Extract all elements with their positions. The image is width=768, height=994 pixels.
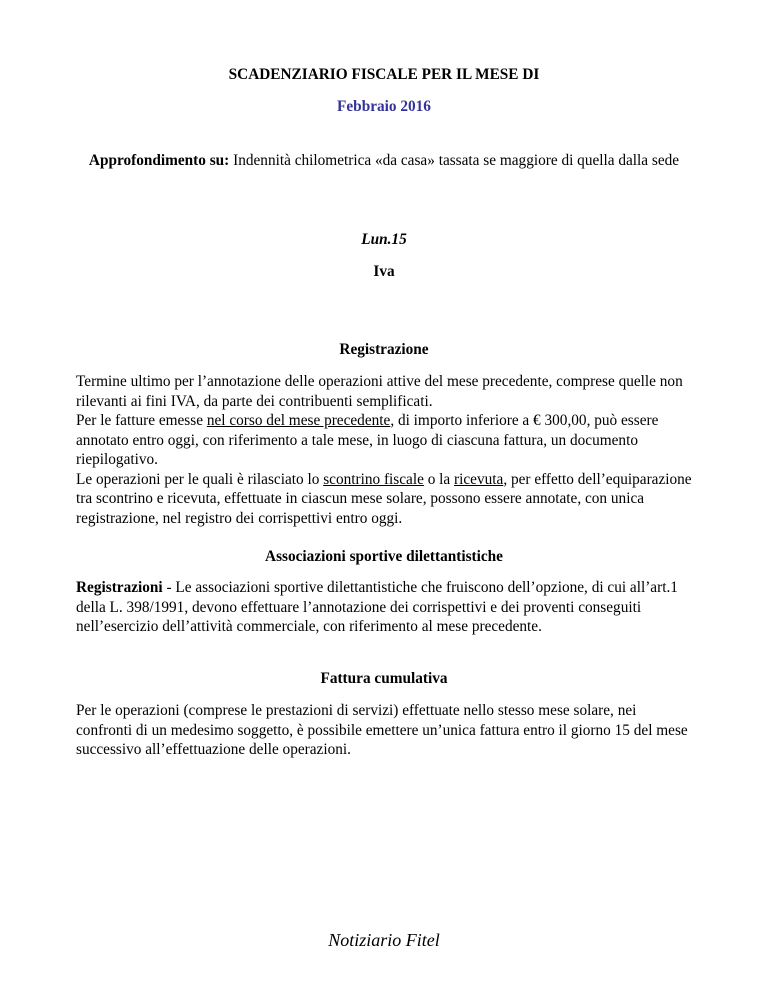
text-run: Le operazioni per le quali è rilasciato lo <box>76 470 324 488</box>
underlined-text: nel corso del mese precedente <box>206 412 391 429</box>
section-body-fattura: Per le operazioni (comprese le prestazioni di servizi) effettuate nello stesso mese solare, nei confronti di un medesimo soggetto, è possibile emettere un’unica fattura entro il giorno 15 del mese successivo all’effettuazione delle operazioni. <box>76 702 688 758</box>
paragraph: Termine ultimo per l’annotazione delle operazioni attive del mese precedente, comprese quelle non rilevanti ai fini IVA, da parte dei contribuenti semplificati. <box>76 373 683 410</box>
document-month: Febbraio 2016 <box>337 98 431 115</box>
page-footer: Notiziario Fitel <box>328 930 440 950</box>
section-heading-associazioni: Associazioni sportive dilettantistiche <box>265 548 503 565</box>
text-run: , per effetto dell’equiparazione tra scontrino e ricevuta, effettuate in ciascun mese solare, possono essere annotate, con unica registrazione, nel registro dei corrispettivi entro oggi. <box>76 470 692 527</box>
document-title: SCADENZIARIO FISCALE PER IL MESE DI <box>228 66 540 83</box>
text-run: , di importo inferiore a € 300,00, può essere annotato entro oggi, con riferimento a tale mese, in luogo di ciascuna fattura, un documento riepilogativo. <box>76 412 659 468</box>
text-run: Per le fatture emesse <box>76 412 207 429</box>
deepdive-text: Indennità chilometrica «da casa» tassata se maggiore di quella dalla sede <box>229 152 680 169</box>
paragraph <box>76 411 696 470</box>
underlined-text: ricevuta <box>454 470 504 488</box>
registrazioni-label: Registrazioni <box>76 579 163 596</box>
section-heading-fattura: Fattura cumulativa <box>320 670 448 687</box>
section-heading-registrazione: Registrazione <box>339 341 429 358</box>
section-body-registrazione <box>76 372 696 528</box>
deadline-day: Lun.15 <box>361 231 407 248</box>
underlined-text: scontrino fiscale <box>323 470 424 488</box>
tax-category: Iva <box>373 263 395 280</box>
paragraph <box>76 470 696 529</box>
text-run: o la <box>423 470 455 488</box>
section-body-associazioni <box>76 578 696 637</box>
text-run: - Le associazioni sportive dilettantistiche che fruiscono dell’opzione, di cui all’art.1 della L. 398/1991, devono effettuare l’annotazione dei corrispettivi e dei proventi conseguiti nell’esercizio dell’attività commerciale, con riferimento al mese precedente. <box>76 579 678 635</box>
deepdive-label: Approfondimento su: <box>88 152 230 169</box>
deepdive-line <box>0 151 768 171</box>
